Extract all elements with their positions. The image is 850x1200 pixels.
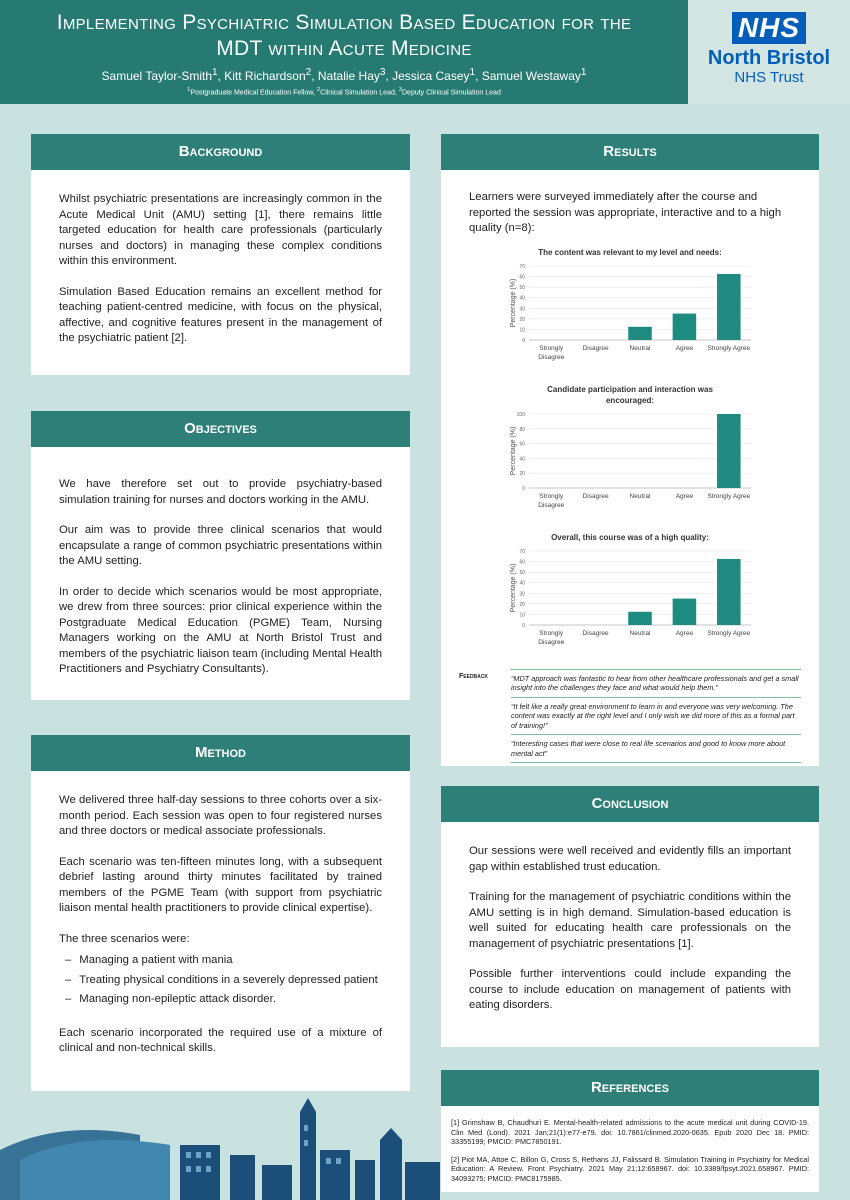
bar bbox=[628, 326, 652, 339]
y-tick-label: 10 bbox=[519, 326, 525, 333]
conclusion-heading: Conclusion bbox=[441, 786, 819, 822]
author-list: Samuel Taylor-Smith$^1$, Kitt Richardson$^2$, Natalie Hay$^3$, Jessica Casey$^1$, Samuel Westaway$^1$ bbox=[101, 67, 587, 83]
objectives-panel bbox=[31, 411, 410, 700]
background-heading: Background bbox=[31, 134, 410, 170]
x-tick-label: Disagree bbox=[582, 629, 609, 637]
bar bbox=[673, 598, 697, 624]
author-name: Samuel Taylor-Smith bbox=[101, 69, 213, 83]
feedback-quote: “Interesting cases that were close to real life scenarios and good to know more about mental act” bbox=[511, 735, 801, 763]
background-panel bbox=[31, 134, 410, 375]
feedback-quotes bbox=[511, 669, 801, 764]
x-tick-label: Agree bbox=[675, 492, 694, 500]
objectives-paragraph: In order to decide which scenarios would be most appropriate, we drew from three sources: prior clinical experience within the Postgraduate Medical Education (PGME) Team, Nursing Managers working on the AMU at North Bristol Trust and members of the psychiatric liaison team (including Mental Health Practitioners and Psychiatry Consultants). bbox=[59, 585, 382, 675]
chart-participation bbox=[441, 384, 819, 526]
x-tick-label: Strongly Agree bbox=[707, 344, 751, 352]
feedback-section bbox=[459, 669, 801, 764]
x-tick-label: Strongly Agree bbox=[707, 492, 751, 500]
y-tick-label: 50 bbox=[519, 284, 525, 291]
author-name: Samuel Westaway bbox=[481, 69, 581, 83]
y-tick-label: 60 bbox=[519, 441, 525, 448]
conclusion-panel bbox=[441, 786, 819, 1047]
list-item: – Managing non-epileptic attack disorder. bbox=[65, 992, 382, 1008]
poster-title bbox=[0, 10, 688, 62]
x-tick-label: Strongly Disagree bbox=[538, 629, 565, 646]
nhs-wordmark: NHS bbox=[732, 12, 806, 44]
logo-org-name: North Bristol bbox=[707, 47, 831, 69]
y-axis-label: Percentage (%) bbox=[510, 563, 517, 612]
y-tick-label: 80 bbox=[519, 426, 525, 433]
y-tick-label: 40 bbox=[519, 580, 525, 587]
references-panel bbox=[441, 1070, 819, 1192]
results-panel bbox=[441, 134, 819, 766]
list-item: – Managing a patient with mania bbox=[65, 953, 382, 969]
chart-title: Candidate participation and interaction was encouraged: bbox=[547, 384, 713, 405]
results-intro: Learners were surveyed immediately after the course and reported the session was appropriate, interactive and to a high quality (n=8): bbox=[469, 191, 782, 234]
bar bbox=[673, 313, 697, 339]
background-paragraph: Simulation Based Education remains an excellent method for teaching patient-centred medicine, with focus on the physical, affective, and cognitive features present in the management of the psychiatric patient [2]. bbox=[59, 285, 382, 344]
x-tick-label: Agree bbox=[675, 344, 694, 352]
list-item: – Treating physical conditions in a severely depressed patient bbox=[65, 973, 382, 989]
y-tick-label: 20 bbox=[519, 470, 525, 477]
x-tick-label: Neutral bbox=[629, 629, 651, 637]
objectives-heading: Objectives bbox=[31, 411, 410, 447]
x-tick-label: Neutral bbox=[629, 492, 651, 500]
nhs-logo bbox=[688, 0, 850, 104]
y-tick-label: 40 bbox=[519, 455, 525, 462]
method-paragraph: Each scenario incorporated the required use of a mixture of clinical and non-technical skills. bbox=[59, 1026, 382, 1054]
feedback-quote: “MDT approach was fantastic to hear from other healthcare professionals and get a small insight into the challenges they face and what would help them.” bbox=[511, 670, 801, 698]
chart-title: The content was relevant to my level and needs: bbox=[538, 247, 722, 257]
x-tick-label: Disagree bbox=[582, 492, 609, 500]
y-tick-label: 40 bbox=[519, 295, 525, 302]
bar bbox=[628, 611, 652, 624]
author-name: Kitt Richardson bbox=[224, 69, 306, 83]
y-tick-label: 30 bbox=[519, 590, 525, 597]
title-line-1: Implementing Psychiatric Simulation Based Education for the bbox=[56, 11, 632, 34]
x-tick-label: Strongly Disagree bbox=[538, 344, 565, 361]
conclusion-paragraph: Possible further interventions could include expanding the course to include education on management of patients with eating disorders. bbox=[469, 968, 791, 1011]
y-tick-label: 60 bbox=[519, 559, 525, 566]
x-tick-label: Strongly Disagree bbox=[538, 492, 565, 509]
references-heading: References bbox=[441, 1070, 819, 1106]
y-tick-label: 20 bbox=[519, 601, 525, 608]
method-panel bbox=[31, 735, 410, 1091]
y-tick-label: 70 bbox=[519, 548, 525, 555]
y-tick-label: 30 bbox=[519, 305, 525, 312]
scenario-list bbox=[59, 953, 382, 1008]
poster-header bbox=[0, 0, 850, 104]
y-tick-label: 50 bbox=[519, 569, 525, 576]
chart-title: Overall, this course was of a high quality: bbox=[551, 532, 709, 542]
title-line-2: MDT within Acute Medicine bbox=[216, 37, 472, 60]
feedback-label: Feedback bbox=[459, 672, 488, 680]
conclusion-paragraph: Training for the management of psychiatric conditions within the AMU setting is in high demand. Simulation-based education is well suited for educating health care professionals on the management of psychiatric presentations [1]. bbox=[469, 891, 791, 950]
x-tick-label: Agree bbox=[675, 629, 694, 637]
title-block bbox=[0, 0, 688, 104]
objectives-paragraph: Our aim was to provide three clinical scenarios that would encapsulate a range of common psychiatric presentations within the AMU setting. bbox=[59, 524, 382, 567]
y-tick-label: 0 bbox=[522, 337, 525, 344]
background-paragraph: Whilst psychiatric presentations are increasingly common in the Acute Medical Unit (AMU) setting [1], there remains little targeted education for health care professionals (particularly nurses and doctors) in managing these complex conditions within this environment. bbox=[59, 193, 382, 267]
bar bbox=[717, 558, 741, 624]
conclusion-paragraph: Our sessions were well received and evidently fills an important gap within established trust education. bbox=[469, 845, 791, 873]
author-name: Natalie Hay bbox=[317, 69, 380, 83]
method-paragraph: The three scenarios were: bbox=[59, 932, 190, 945]
y-axis-label: Percentage (%) bbox=[510, 426, 517, 475]
method-heading: Method bbox=[31, 735, 410, 771]
affiliations: $^1$Postgraduate Medical Education Fellow, $^2$Clinical Simulation Lead, $^3$Deputy Clinical Simulation Lead bbox=[187, 87, 501, 97]
y-tick-label: 60 bbox=[519, 274, 525, 281]
city-skyline-illustration bbox=[0, 1090, 440, 1200]
feedback-quote: “It felt like a really great environment to learn in and everyone was very welcoming. The content was exactly at the right level and I only wish we did more of this as a formal part of training!” bbox=[511, 698, 801, 736]
y-tick-label: 100 bbox=[516, 411, 525, 418]
author-name: Jessica Casey bbox=[392, 69, 470, 83]
chart-quality bbox=[441, 532, 819, 663]
method-paragraph: We delivered three half-day sessions to three cohorts over a six-month period. Each session was open to four registered nurses and three doctors or medical associate professionals. bbox=[59, 794, 382, 837]
y-axis-label: Percentage (%) bbox=[510, 278, 517, 327]
y-tick-label: 0 bbox=[522, 485, 525, 492]
x-tick-label: Strongly Agree bbox=[707, 629, 751, 637]
y-tick-label: 70 bbox=[519, 263, 525, 270]
bar bbox=[717, 414, 741, 488]
x-tick-label: Neutral bbox=[629, 344, 651, 352]
x-tick-label: Disagree bbox=[582, 344, 609, 352]
y-tick-label: 20 bbox=[519, 316, 525, 323]
results-heading: Results bbox=[441, 134, 819, 170]
bar-chart-relevance bbox=[441, 258, 819, 378]
reference-item: [2] Piot MA, Attoe C, Billon G, Cross S, Rethans JJ, Falissard B. Simulation Training in Psychiatry for Medical Education: A Review. Front Psychiatry. 2021 May 21;12:658967. doi: 10.3389/fpsyt.2021.658967. PMID: 34093275; PMCID: PMC8175985. bbox=[451, 1154, 809, 1183]
logo-trust-name: NHS Trust bbox=[734, 69, 804, 86]
bar-chart-quality bbox=[441, 543, 819, 663]
y-tick-label: 10 bbox=[519, 611, 525, 618]
chart-relevance bbox=[441, 247, 819, 378]
bar-chart-participation bbox=[441, 406, 819, 526]
reference-item: [1] Grimshaw B, Chaudhuri E. Mental-health-related admissions to the acute medical unit during COVID-19. Clin Med (Lond). 2021 Jan;21(1):e77-e79. doi: 10.7861/clinmed.2020-0635. Epub 2020 Dec 18. PMID: 33355199; PMCID: PMC7850191. bbox=[451, 1118, 809, 1146]
objectives-paragraph: We have therefore set out to provide psychiatry-based simulation training for nurses and doctors working in the AMU. bbox=[59, 478, 382, 506]
y-tick-label: 0 bbox=[522, 622, 525, 629]
bar bbox=[717, 273, 741, 339]
method-paragraph: Each scenario was ten-fifteen minutes long, with a subsequent debrief lasting around thirty minutes facilitated by trained members of the PGME Team (with support from psychiatric liaison mental health practitioners to provide clinical expertise). bbox=[59, 855, 382, 914]
